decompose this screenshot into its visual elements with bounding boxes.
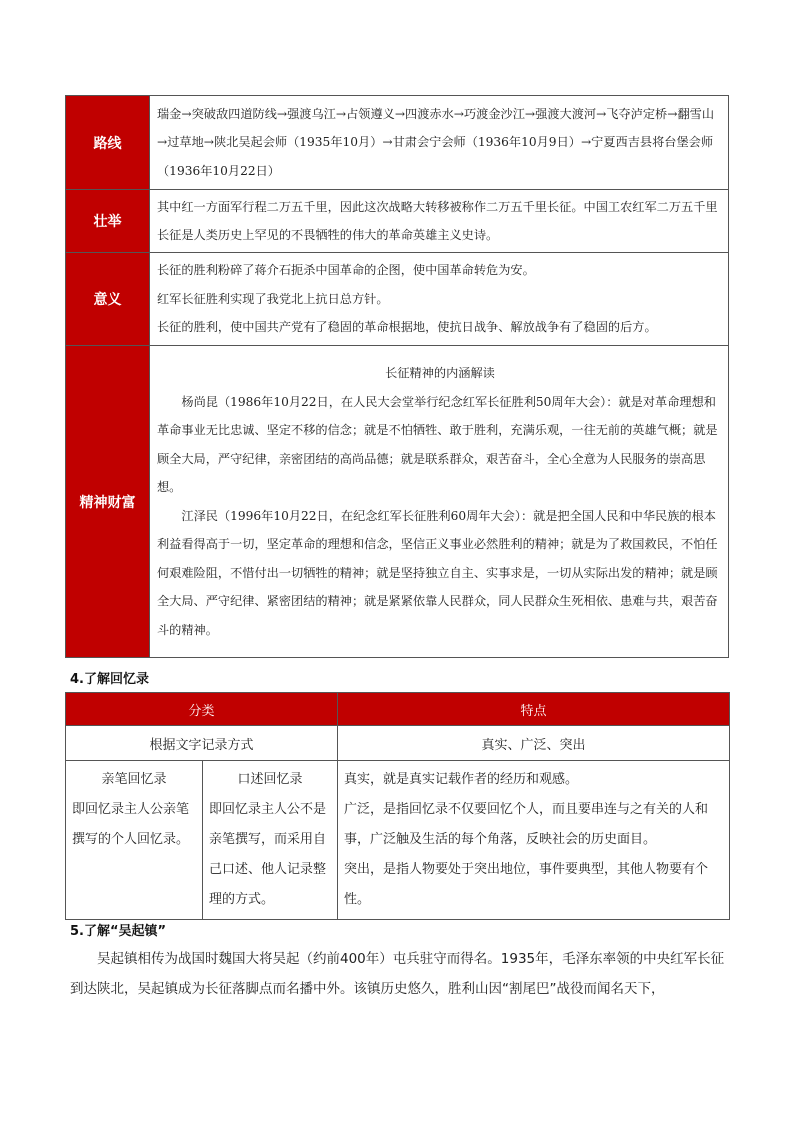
spirit-paragraph: 江泽民（1996年10月22日，在纪念红军长征胜利60周年大会）：就是把全国人民和中华民族的根本利益看得高于一切，坚定革命的理想和信念，坚信正义事业必然胜利的精神；就是为了救国救民，不怕任何艰难险阻，不惜付出一切牺牲的精神；就是坚持独立自主、实事求是，一切从实际出发的精神；就是顾全大局、严守纪律、紧密团结的精神；就是紧紧依靠人民群众，同人民群众生死相依、患难与共，艰苦奋斗的精神。 [157,508,718,637]
handwritten-memoir-cell [66,761,203,920]
oral-desc: 即回忆录主人公不是亲笔撰写，而采用自己口述、他人记录整理的方式。 [209,802,327,907]
significance-line: 长征的胜利，使中国共产党有了稳固的革命根据地，使抗日战争、解放战争有了稳固的后方。 [157,320,657,335]
features-cell [338,761,730,920]
feature-item: 突出，是指人物要处于突出地位，事件要典型，其他人物要有个性。 [344,862,709,907]
section4-heading: 4.了解回忆录 [70,672,149,687]
route-row [66,96,729,190]
feat-row [66,190,729,253]
spirit-content [150,346,729,658]
spirit-paragraph: 杨尚昆（1986年10月22日，在人民大会堂举行纪念红军长征胜利50周年大会）：就是对革命理想和革命事业无比忠诚、坚定不移的信念；就是不怕牺牲、敢于胜利，充满乐观，一往无前的英雄气概；就是顾全大局，严守纪律，亲密团结的高尚品德；就是联系群众，艰苦奋斗，全心全意为人民服务的崇高思想。 [157,394,718,494]
handwritten-desc: 即回忆录主人公亲笔撰写的个人回忆录。 [72,802,190,847]
wuqi-paragraph: 吴起镇相传为战国时魏国大将吴起（约前400年）屯兵驻守而得名。1935年，毛泽东率领的中央红军长征到达陕北，吴起镇成为长征落脚点而名播中外。该镇历史悠久，胜利山因“割尾巴”战役而闻名天下， [70,951,725,997]
feature-item: 广泛，是指回忆录不仅要回忆个人，而且要串连与之有关的人和事，广泛触及生活的每个角落，反映社会的历史面目。 [344,802,709,847]
category-header: 分类 [66,693,338,726]
oral-title: 口述回忆录 [237,772,303,787]
memoir-table [65,692,730,920]
significance-line: 长征的胜利粉碎了蒋介石扼杀中国革命的企图，使中国革命转危为安。 [157,263,535,278]
feature-item: 真实，就是真实记载作者的经历和观感。 [344,772,579,787]
spirit-title: 长征精神的内涵解读 [385,366,495,380]
feat-label: 壮举 [66,190,150,253]
long-march-table [65,95,729,658]
section5-heading: 5.了解“吴起镇” [70,924,167,939]
memoir-header-row [66,693,730,726]
spirit-label: 精神财富 [66,346,150,658]
memoir-types-row [66,761,730,920]
basis-features-cell: 真实、广泛、突出 [338,726,730,761]
basis-cell: 根据文字记录方式 [66,726,338,761]
spirit-row [66,346,729,658]
oral-memoir-cell [203,761,338,920]
significance-label: 意义 [66,253,150,346]
significance-row [66,253,729,346]
basis-row [66,726,730,761]
features-header: 特点 [338,693,730,726]
route-label: 路线 [66,96,150,190]
handwritten-title: 亲笔回忆录 [101,772,167,787]
significance-content [150,253,729,346]
feat-text: 其中红一方面军行程二万五千里，因此这次战略大转移被称作二万五千里长征。中国工农红军二万五千里长征是人类历史上罕见的不畏牺牲的伟大的革命英雄主义史诗。 [150,190,729,253]
significance-line: 红军长征胜利实现了我党北上抗日总方针。 [157,291,389,306]
route-text: 瑞金→突破敌四道防线→强渡乌江→占领遵义→四渡赤水→巧渡金沙江→强渡大渡河→飞夺泸定桥→翻雪山→过草地→陕北吴起会师（1935年10月）→甘肃会宁会师（1936年10月9日）→宁夏西吉县将台堡会师（1936年10月22日） [150,96,729,190]
